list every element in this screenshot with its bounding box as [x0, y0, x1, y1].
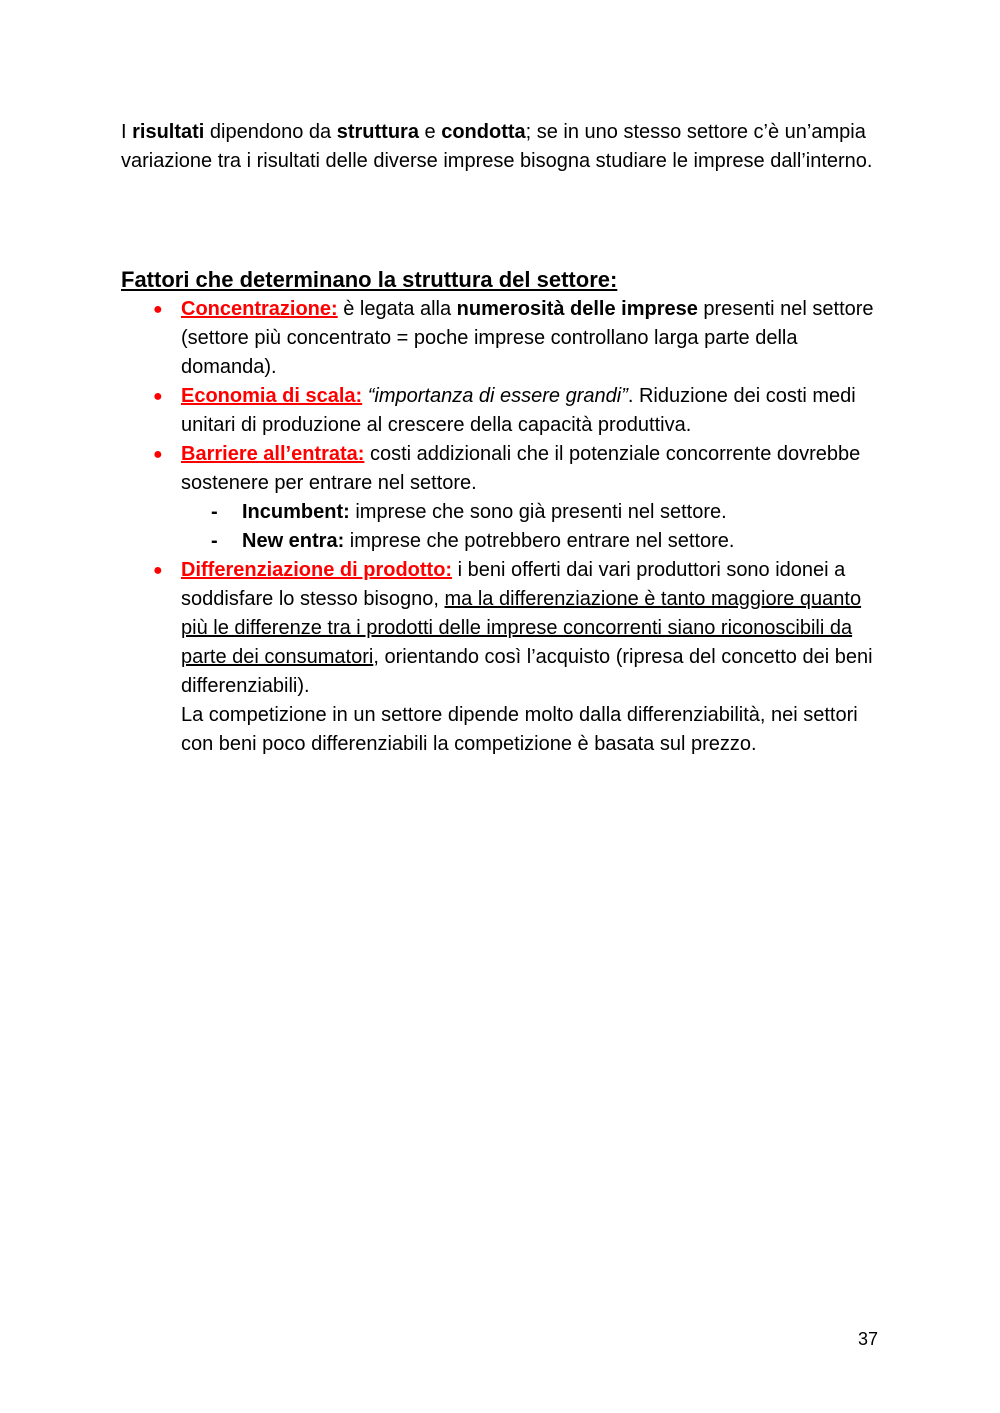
dash-icon: - — [211, 530, 218, 552]
dash-icon: - — [211, 501, 218, 523]
term-concentrazione: Concentrazione: — [181, 298, 338, 320]
list-item-differenziazione-di-prodotto — [121, 556, 881, 759]
intro-bold-condotta: condotta — [441, 121, 526, 143]
subitem-term: New entra: — [242, 530, 345, 552]
subitem-text: imprese che sono già presenti nel settore. — [349, 501, 727, 523]
item-text: costi addizionali che il potenziale concorrente dovrebbe sostenere per entrare nel settore. — [181, 443, 861, 494]
intro-bold-risultati: risultati — [132, 121, 205, 143]
list-item-concentrazione — [121, 295, 881, 382]
sublist-item-incumbent — [181, 498, 881, 527]
item-text: . Riduzione dei costi medi unitari di produzione al crescere della capacità produttiva. — [181, 385, 856, 436]
bullet-icon: ● — [153, 301, 163, 318]
page-number: 37 — [857, 1329, 878, 1349]
barriere-sublist — [181, 498, 881, 556]
intro-text: e — [418, 121, 442, 143]
item-paragraph: La competizione in un settore dipende molto dalla differenziabilità, nei settori con beni poco differenziabili la competizione è basata sul prezzo. — [181, 704, 858, 755]
item-text: è legata alla — [337, 298, 457, 320]
intro-text: dipendono da — [204, 121, 337, 143]
item-italic-text: “importanza di essere grandi” — [367, 385, 628, 407]
item-text: i beni offerti dai vari produttori sono idonei a soddisfare lo stesso bisogno, — [181, 559, 846, 610]
intro-text: ; se in uno stesso settore c’è un’ampia variazione tra i risultati delle diverse imprese bisogna studiare le imprese dall’interno. — [121, 121, 873, 172]
subitem-text: imprese che potrebbero entrare nel settore. — [344, 530, 735, 552]
bullet-icon: ● — [153, 446, 163, 463]
item-text: , orientando così l’acquisto (ripresa del concetto dei beni differenziabili). — [181, 646, 873, 697]
sublist-item-new-entra — [181, 527, 881, 556]
term-differenziazione-di-prodotto: Differenziazione di prodotto: — [181, 559, 453, 581]
item-underlined-text: ma la differenziazione è tanto maggiore quanto più le differenze tra i prodotti delle imprese concorrenti siano riconoscibili da parte dei consumatori — [181, 588, 862, 668]
intro-paragraph — [121, 118, 881, 176]
bullet-icon: ● — [153, 388, 163, 405]
list-item-economia-di-scala — [121, 382, 881, 440]
factors-list — [121, 295, 881, 759]
bullet-icon: ● — [153, 562, 163, 579]
section-heading: Fattori che determinano la struttura del settore: — [121, 267, 618, 292]
term-economia-di-scala: Economia di scala: — [181, 385, 363, 407]
intro-bold-struttura: struttura — [336, 121, 419, 143]
list-item-barriere-all-entrata — [121, 440, 881, 556]
item-text: presenti nel settore (settore più concentrato = poche imprese controllano larga parte della domanda). — [181, 298, 874, 378]
term-barriere-all-entrata: Barriere all’entrata: — [181, 443, 365, 465]
item-bold-text: numerosità delle imprese — [456, 298, 698, 320]
subitem-term: Incumbent: — [242, 501, 350, 523]
intro-text: I — [121, 121, 133, 143]
